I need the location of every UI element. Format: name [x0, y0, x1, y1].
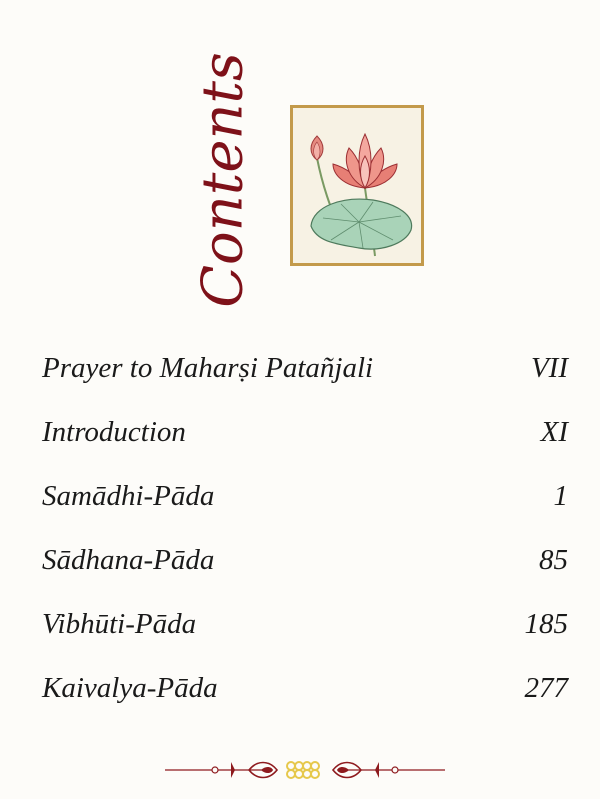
toc-entry-title: Samādhi-Pāda — [42, 480, 215, 512]
ornamental-divider — [165, 758, 445, 782]
page-title: Contents — [190, 52, 256, 308]
table-of-contents — [42, 352, 568, 736]
toc-entry-page: 277 — [524, 672, 568, 704]
toc-entry-page: XI — [540, 416, 568, 448]
toc-row[interactable] — [42, 480, 568, 544]
toc-entry-page: 1 — [553, 480, 568, 512]
toc-row[interactable] — [42, 672, 568, 736]
toc-row[interactable] — [42, 416, 568, 480]
toc-entry-title: Vibhūti-Pāda — [42, 608, 197, 640]
toc-entry-title: Sādhana-Pāda — [42, 544, 215, 576]
toc-entry-title: Introduction — [42, 416, 186, 448]
toc-entry-title: Kaivalya-Pāda — [42, 672, 218, 704]
toc-entry-page: 185 — [524, 608, 568, 640]
toc-entry-page: 85 — [539, 544, 568, 576]
toc-row[interactable] — [42, 544, 568, 608]
toc-entry-title: Prayer to Maharṣi Patañjali — [42, 352, 374, 384]
toc-row[interactable] — [42, 608, 568, 672]
toc-row[interactable] — [42, 352, 568, 416]
lotus-illustration-frame — [290, 105, 424, 266]
lotus-icon — [293, 108, 421, 263]
title-container — [183, 52, 263, 308]
toc-entry-page: VII — [530, 352, 568, 384]
